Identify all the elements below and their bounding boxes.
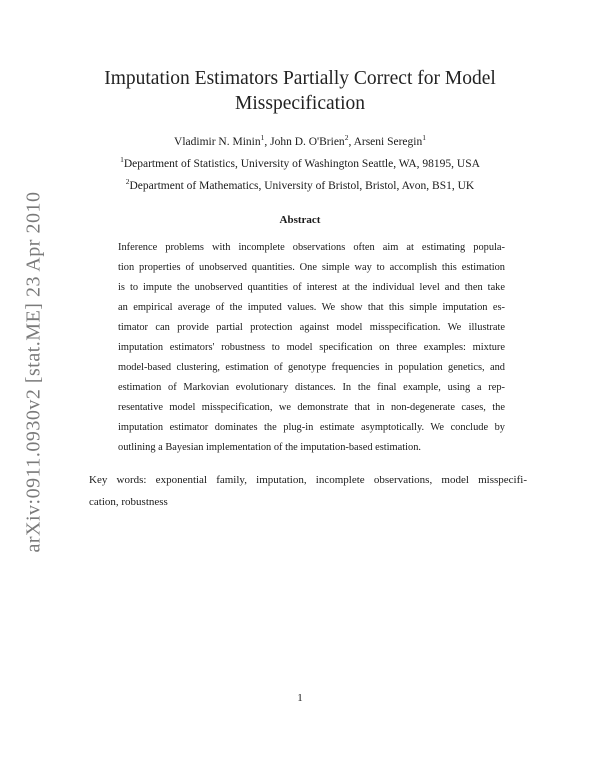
abstract-body <box>118 238 505 458</box>
author-name: Arseni Seregin <box>353 136 423 148</box>
keywords-line: cation, robustness <box>89 496 168 508</box>
affiliation-mark: 1 <box>120 155 124 164</box>
abstract-line: imputation estimator dominates the plug-in estimate asymptotically. We conclude by <box>118 422 505 433</box>
abstract-line: is to impute the unobserved quantities of interest at the individual level and then take <box>118 282 505 293</box>
affiliation-mark: 2 <box>125 177 130 186</box>
abstract-line: model-based clustering, estimation of genotype frequencies in population genetics, and <box>118 362 505 373</box>
keywords-line: Key words: exponential family, imputation, incomplete observations, model misspecifi- <box>89 474 527 486</box>
abstract-line: tion properties of unobserved quantities. One simple way to accomplish this estimation <box>118 262 505 273</box>
abstract-line: an empirical average of the imputed values. We show that this simple imputation es- <box>118 302 505 313</box>
abstract-line: Inference problems with incomplete observations often aim at estimating popula- <box>118 242 505 253</box>
affiliation-1 <box>60 155 540 170</box>
arxiv-identifier: arXiv:0911.0930v2 [stat.ME] 23 Apr 2010 <box>22 191 45 553</box>
author-list <box>60 133 540 148</box>
abstract-line: imputation estimators' robustness to model specification on three examples: mixture <box>118 342 505 353</box>
page-number: 1 <box>297 692 303 704</box>
author-separator: , <box>264 136 271 148</box>
keywords <box>89 469 527 513</box>
author-affiliation-mark: 2 <box>344 133 349 142</box>
affiliation-text: Department of Mathematics, University of Bristol, Bristol, Avon, BS1, UK <box>129 180 475 192</box>
abstract-heading: Abstract <box>279 214 321 226</box>
abstract-line: outlining a Bayesian implementation of the imputation-based estimation. <box>118 442 421 453</box>
abstract-line: timator can provide partial protection against model misspecification. We illustrate <box>118 322 505 333</box>
author-name: John D. O'Brien <box>270 136 345 148</box>
author-separator: , <box>348 136 354 148</box>
author-affiliation-mark: 1 <box>260 133 265 142</box>
affiliation-text: Department of Statistics, University of Washington Seattle, WA, 98195, USA <box>123 158 480 170</box>
author-affiliation-mark: 1 <box>422 133 426 142</box>
paper-title: Imputation Estimators Partially Correct for Model Misspecification <box>104 68 496 114</box>
abstract-line: resentative model misspecification, we demonstrate that in non-degenerate cases, the <box>118 402 505 413</box>
abstract-line: estimation of Markovian evolutionary distances. In the final example, using a rep- <box>118 382 505 393</box>
affiliation-2 <box>60 177 540 192</box>
author-name: Vladimir N. Minin <box>174 136 261 148</box>
